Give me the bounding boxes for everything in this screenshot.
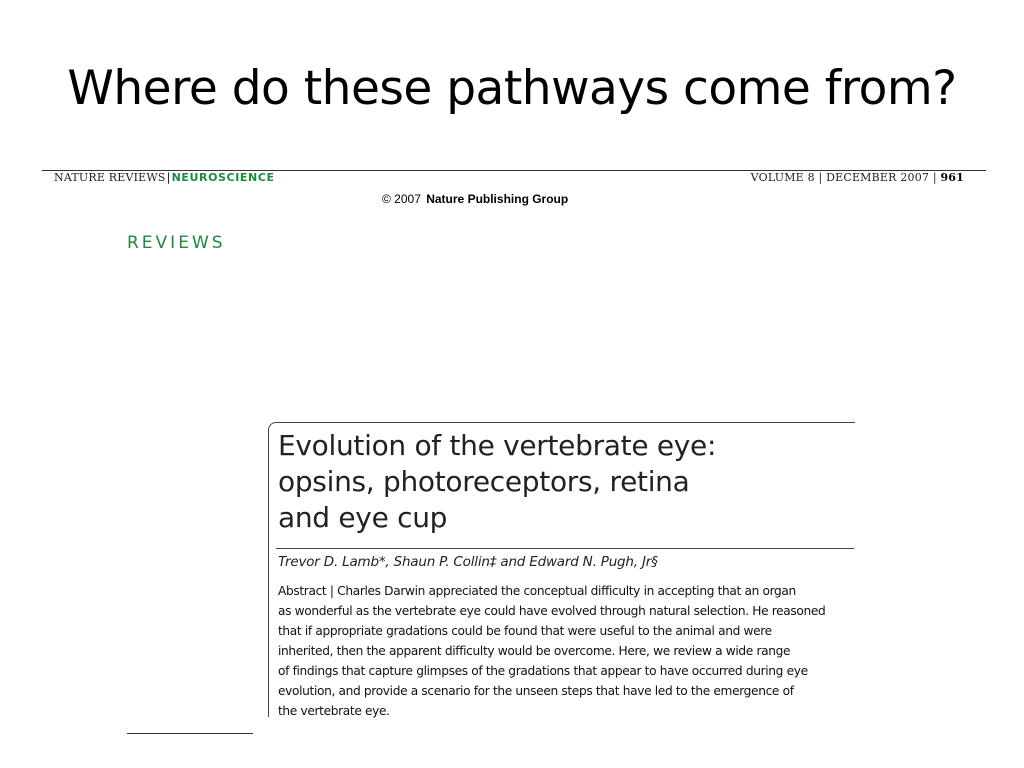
abstract-line: inherited, then the apparent difficulty would be overcome. Here, we review a wide range xyxy=(278,644,791,658)
footnote-rule xyxy=(127,733,253,734)
abstract-line: of findings that capture glimpses of the gradations that appear to have occurred during eye xyxy=(278,664,808,678)
copyright-line xyxy=(382,192,568,206)
abstract-line: the vertebrate eye. xyxy=(278,704,390,718)
journal-header-right xyxy=(751,171,964,184)
article-title-line: and eye cup xyxy=(278,501,448,534)
reviews-label: REVIEWS xyxy=(127,233,226,253)
author-rule xyxy=(276,548,854,549)
journal-header-left xyxy=(54,171,275,184)
abstract-line: evolution, and provide a scenario for the unseen steps that have led to the emergence of xyxy=(278,684,794,698)
publisher-name: Nature Publishing Group xyxy=(426,192,569,206)
page-number: 961 xyxy=(940,171,964,184)
article-title xyxy=(278,428,848,536)
abstract-line: Abstract | Charles Darwin appreciated the conceptual difficulty in accepting that an organ xyxy=(278,584,796,598)
article-title-line: opsins, photoreceptors, retina xyxy=(278,465,690,498)
article-title-line: Evolution of the vertebrate eye: xyxy=(278,429,717,462)
journal-section: NEUROSCIENCE xyxy=(171,171,275,184)
slide-title: Where do these pathways come from? xyxy=(67,61,957,116)
volume-info: VOLUME 8 | DECEMBER 2007 | xyxy=(750,171,937,184)
abstract-line: as wonderful as the vertebrate eye could have evolved through natural selection. He reasoned xyxy=(278,604,826,618)
header-separator: | xyxy=(166,171,171,184)
journal-name: NATURE REVIEWS xyxy=(54,171,166,184)
copyright-year: © 2007 xyxy=(382,192,421,206)
abstract-line: that if appropriate gradations could be found that were useful to the animal and were xyxy=(278,624,772,638)
article-authors: Trevor D. Lamb*, Shaun P. Collin‡ and Edward N. Pugh, Jr§ xyxy=(278,554,658,570)
article-abstract xyxy=(278,581,852,721)
